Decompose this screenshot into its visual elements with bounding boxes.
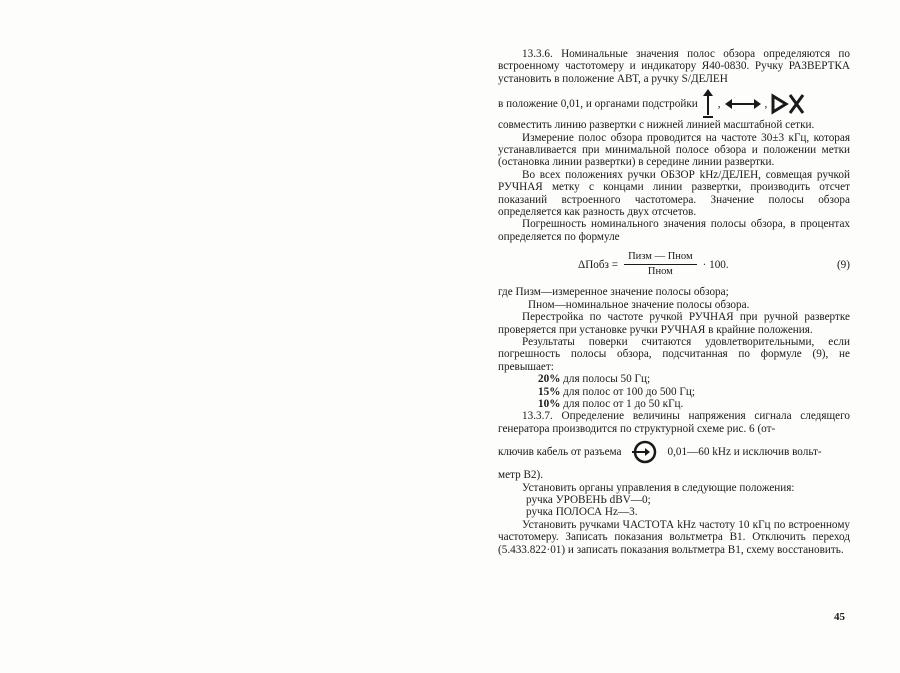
paragraph-measurement: Измерение полос обзора проводится на частоте 30±3 кГц, которая устанавливается при минимальной полосе обзора и положении метки (остановка линии развертки) в середине линии развертки. bbox=[498, 131, 850, 169]
formula-numerator: Пизм — Пном bbox=[624, 251, 697, 265]
paragraph-retuning: Перестройка по частоте ручкой РУЧНАЯ при ручной развертке проверяется при установке ручки РУЧНАЯ в крайние положения. bbox=[498, 311, 850, 336]
connector-right-text: 0,01—60 kHz и исключив вольт- bbox=[667, 445, 822, 458]
separator-comma-2: , bbox=[764, 98, 768, 111]
adjust-controls-text: в положение 0,01, и органами подстройки bbox=[498, 98, 698, 111]
coax-connector-icon bbox=[632, 439, 658, 465]
connector-line bbox=[498, 439, 850, 465]
separator-comma-1: , bbox=[717, 98, 721, 111]
list-item: 15% для полос от 100 до 500 Гц; bbox=[538, 385, 695, 398]
paragraph-13-3-6: 13.3.6. Номинальные значения полос обзора определяются по встроенному частотомеру и индикатору Я40-0830. Ручку РАЗВЕРТКА установить в положение АВТ, а ручку S/ДЕЛЕН bbox=[498, 48, 850, 85]
formula-lhs: ΔПобз = bbox=[578, 258, 619, 271]
paragraph-results: Результаты поверки считаются удовлетворительными, если погрешность полосы обзора, подсчитанная по формуле (9), не превышает: bbox=[498, 335, 850, 373]
where-nominal: Пном—номинальное значение полосы обзора. bbox=[528, 298, 750, 311]
formula-denominator: Пном bbox=[647, 266, 673, 278]
list-item: 10% для полос от 1 до 50 кГц. bbox=[538, 397, 684, 410]
paragraph-set-controls: Установить органы управления в следующие положения: bbox=[522, 481, 795, 494]
paragraph-13-3-7-end: метр В2). bbox=[498, 469, 544, 482]
adjust-controls-line bbox=[498, 89, 850, 119]
control-level: ручка УРОВЕНЬ dBV—0; bbox=[526, 493, 651, 506]
paragraph-13-3-6-end: совместить линию развертки с нижней линией масштабной сетки. bbox=[498, 119, 815, 132]
paragraph-13-3-7: 13.3.7. Определение величины напряжения сигнала следящего генератора производится по структурной схеме рис. 6 (от- bbox=[498, 410, 850, 435]
control-band: ручка ПОЛОСА Hz—3. bbox=[526, 506, 638, 519]
page-number: 45 bbox=[834, 611, 845, 623]
delta-x-icon bbox=[771, 93, 805, 115]
list-item: 20% для полосы 50 Гц; bbox=[538, 373, 651, 386]
connector-left-text: ключив кабель от разъема bbox=[498, 445, 622, 458]
formula-fraction bbox=[624, 251, 697, 278]
formula-9 bbox=[498, 251, 850, 278]
paragraph-positions: Во всех положениях ручки ОБЗОР kHz/ДЕЛЕН, совмещая ручкой РУЧНАЯ метку с концами линии развертки, производить отсчет показаний встроенного частотомера. Значение полосы обзора определяется как разность двух отсчетов. bbox=[498, 168, 850, 219]
vertical-double-arrow-icon bbox=[702, 89, 714, 119]
paragraph-frequency: Установить ручками ЧАСТОТА kHz частоту 10 кГц по встроенному частотомеру. Записать показания вольтметра В1. Отключить переход (5.433.822·01) и записать показания вольтметра В1, схему восстановить. bbox=[498, 518, 850, 556]
horizontal-double-arrow-icon bbox=[725, 98, 761, 110]
formula-tail: · 100. bbox=[702, 258, 729, 271]
paragraph-error: Погрешность номинального значения полосы обзора, в процентах определяется по формуле bbox=[498, 218, 850, 243]
where-measured: где Пизм—измеренное значение полосы обзора; bbox=[498, 286, 729, 299]
text-column bbox=[498, 48, 850, 556]
tolerance-list bbox=[498, 373, 850, 410]
formula-number: (9) bbox=[836, 258, 850, 271]
